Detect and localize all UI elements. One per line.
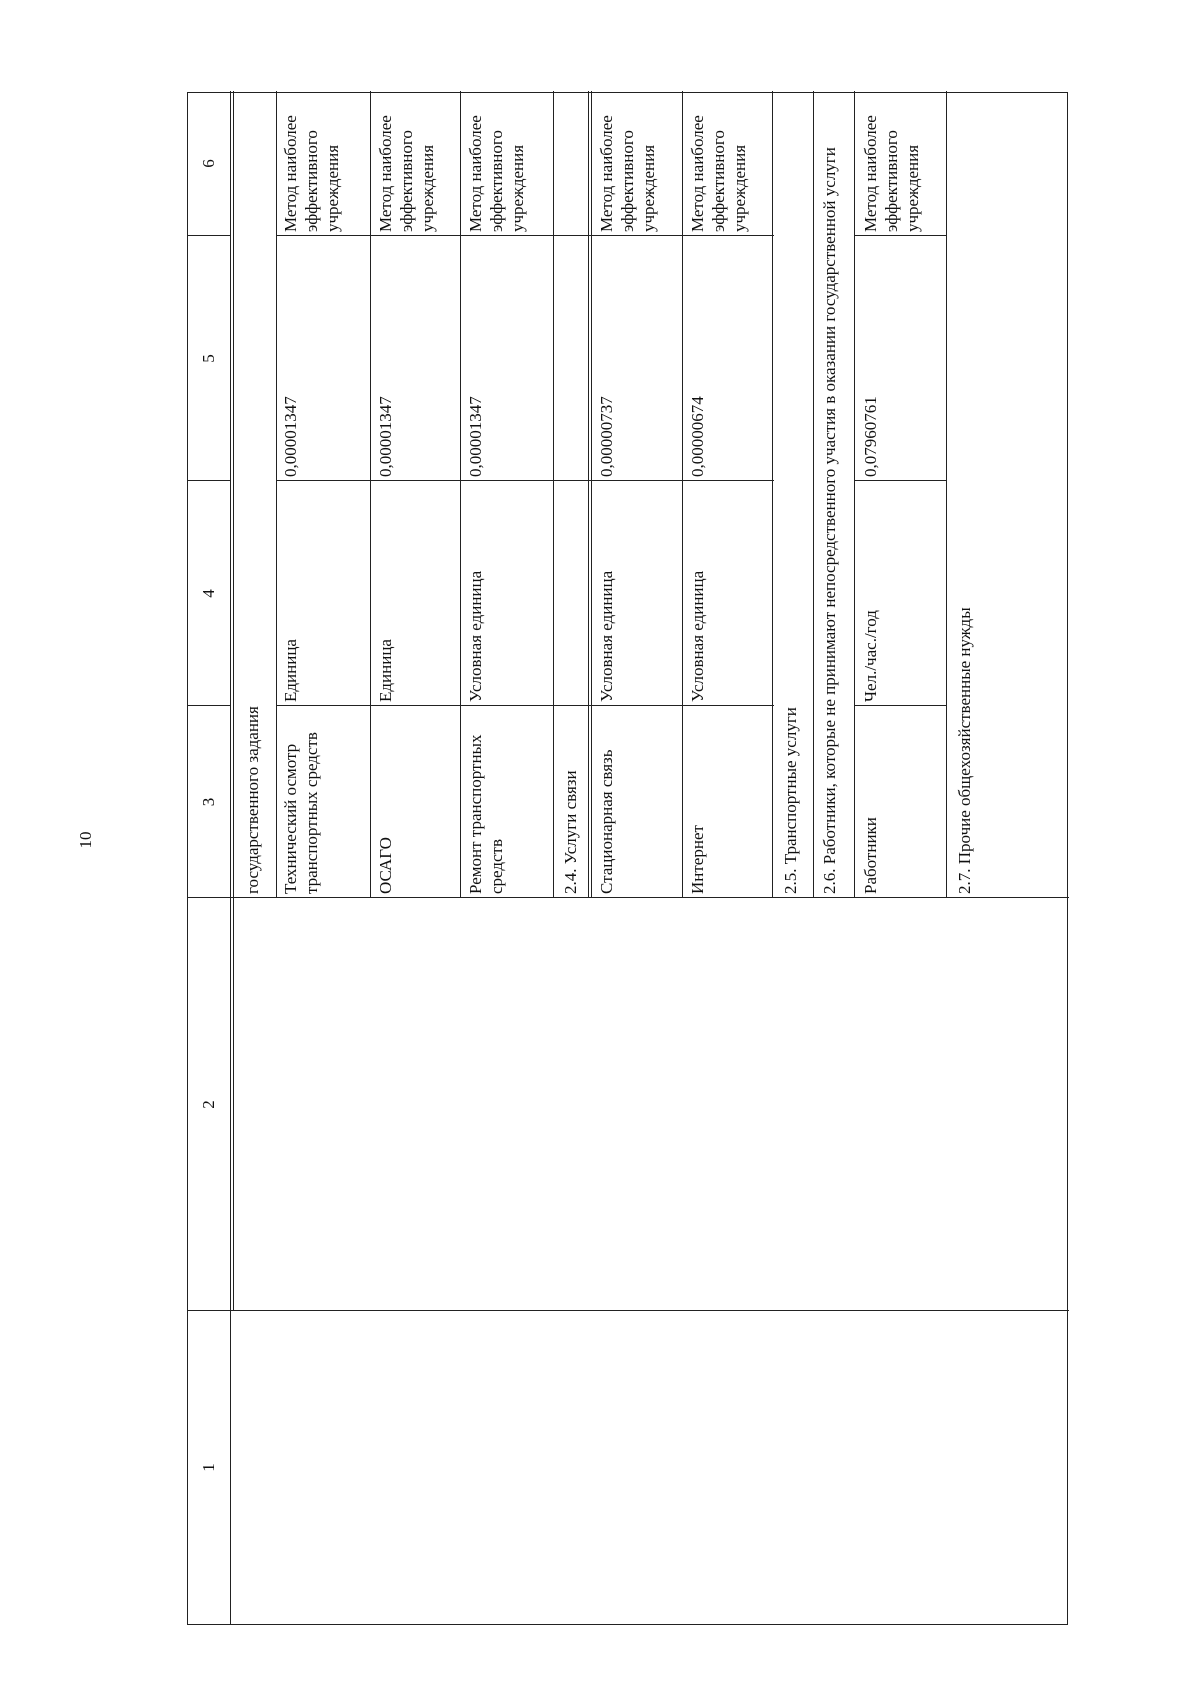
cost-norms-table <box>187 92 1068 1625</box>
row3-value: 0,00001347 <box>466 396 485 477</box>
header-col-3: 3 <box>199 797 218 807</box>
row-2-6-1-unit: Чел./час./год <box>861 610 880 702</box>
col-divider-1-2 <box>188 1310 1069 1311</box>
row-2-4-1-method: Метод наиболее эффективного учреждения <box>597 115 658 232</box>
row2-value: 0,00001347 <box>376 396 395 477</box>
row-2-4-1-name: Стационарная связь <box>597 749 616 894</box>
row-2-6-1-value: 0,07960761 <box>861 396 880 477</box>
row2-unit: Единица <box>376 639 395 702</box>
row-2-4-2-name: Интернет <box>688 825 707 894</box>
rowgroup2-v-3-4 <box>554 705 774 706</box>
row2-method: Метод наиболее эффективного учреждения <box>376 115 437 232</box>
row-2-4-1-bottom-line <box>682 91 683 898</box>
row-2-6-v-4-5 <box>854 480 946 481</box>
row-2-4-2-method: Метод наиболее эффективного учреждения <box>688 115 749 232</box>
header-col-2: 2 <box>199 1100 218 1109</box>
header-bottom-line-2 <box>233 91 234 1311</box>
header-bottom-line <box>230 91 231 1624</box>
section-2-4-title: 2.4. Услуги связи <box>561 770 580 894</box>
rowgroup2-v-5-6 <box>554 235 774 236</box>
rotated-table-container <box>187 92 1068 1625</box>
rowgroup2-v-4-5 <box>554 480 774 481</box>
section-2-6-title: 2.6. Работники, которые не принимают непосредственного участия в оказании государственной услуги <box>820 147 839 894</box>
header-col-4: 4 <box>199 589 218 598</box>
row-2-4-2-bottom-line <box>772 91 773 898</box>
row3-bottom-line <box>553 91 554 898</box>
row-2-4-1-unit: Условная единица <box>597 570 616 702</box>
section-2-6-bottom-line <box>854 91 855 898</box>
row-2-4-1-value: 0,00000737 <box>597 396 616 477</box>
section-2-4-bottom-line <box>591 91 592 898</box>
section-2-7-title: 2.7. Прочие общехозяйственные нужды <box>955 607 974 894</box>
section-2-5-bottom-line <box>813 91 814 898</box>
row-2-6-1-method: Метод наиболее эффективного учреждения <box>861 115 922 232</box>
row1-value: 0,00001347 <box>281 396 300 477</box>
row-2-6-v-5-6 <box>854 235 946 236</box>
row-2-4-2-unit: Условная единица <box>688 570 707 702</box>
row1-unit: Единица <box>281 639 300 702</box>
row-2-6-1-name: Работники <box>861 817 880 894</box>
header-col-6: 6 <box>199 159 218 168</box>
row2-bottom-line <box>460 91 461 898</box>
row3-name: Ремонт транспортных средств <box>466 734 506 894</box>
col-divider-2-3 <box>188 897 1069 898</box>
row3-method: Метод наиболее эффективного учреждения <box>466 115 527 232</box>
page-number: 10 <box>76 831 95 849</box>
header-col-1: 1 <box>199 1463 218 1472</box>
section-2-5-title: 2.5. Транспортные услуги <box>781 707 800 894</box>
intro-text: государственного задания <box>243 706 262 894</box>
row3-unit: Условная единица <box>466 570 485 702</box>
row-2-6-1-bottom-line <box>946 91 947 898</box>
section-2-4-gap-top <box>588 91 589 898</box>
row2-name: ОСАГО <box>376 837 395 894</box>
row-2-6-v-3-4 <box>854 705 946 706</box>
row1-name: Технический осмотр транспортных средств <box>281 732 321 894</box>
row1-bottom-line <box>370 91 371 898</box>
row-2-4-2-value: 0,00000674 <box>688 396 707 477</box>
row1-method: Метод наиболее эффективного учреждения <box>281 115 342 232</box>
intro-bottom-line <box>276 91 277 898</box>
header-col-5: 5 <box>199 354 218 363</box>
